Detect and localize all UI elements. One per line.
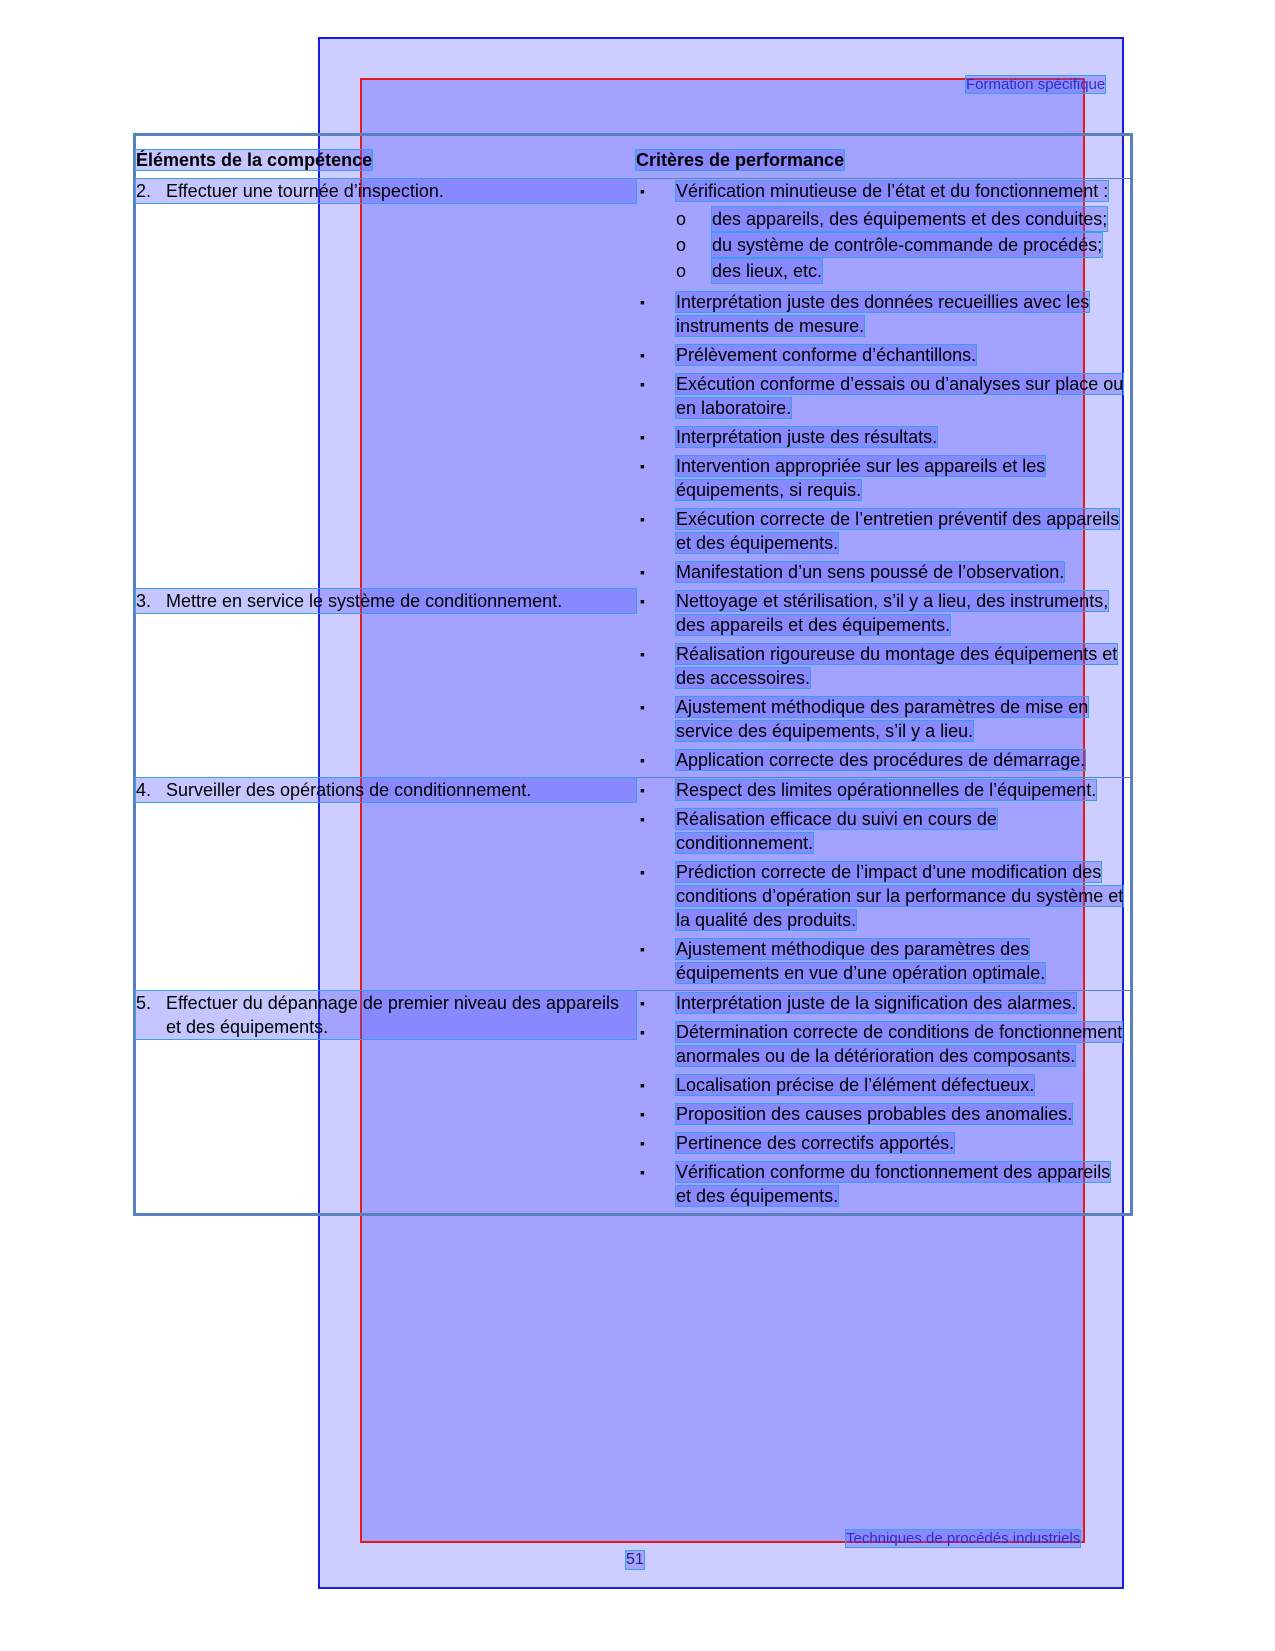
bullet-icon: ▪ [640, 699, 645, 715]
list-item: ▪ Intervention appropriée sur les appareils et les équipements, si requis. [636, 454, 1130, 502]
list-item: ▪ Prédiction correcte de l’impact d’une modification des conditions d’opération sur la performance du système et la qualité des produits. [636, 860, 1130, 932]
element-cell [135, 179, 637, 590]
element-text: Surveiller des opérations de conditionnement. [166, 780, 532, 800]
element-number: 2. [136, 181, 152, 201]
running-header: Formation spécifique [966, 76, 1106, 93]
bullet-icon: ▪ [640, 183, 645, 199]
sub-bullet-icon: o [676, 261, 687, 281]
table-row [135, 589, 1132, 778]
bullet-icon: ▪ [640, 458, 645, 474]
bullet-icon: ▪ [640, 864, 645, 880]
element-number: 3. [136, 591, 152, 611]
criteria-cell [636, 589, 1132, 778]
criteria-cell [636, 991, 1132, 1215]
table-row [135, 778, 1132, 991]
list-item: ▪ Application correcte des procédures de démarrage. [636, 748, 1130, 772]
list-item: ▪ Ajustement méthodique des paramètres des équipements en vue d’une opération optimale. [636, 937, 1130, 985]
sub-list-item: o du système de contrôle-commande de procédés; [676, 235, 1103, 255]
element-number: 5. [136, 993, 152, 1013]
criteria-cell [636, 179, 1132, 590]
bullet-icon: ▪ [640, 511, 645, 527]
list-item: ▪ Interprétation juste des données recueillies avec les instruments de mesure. [636, 290, 1130, 338]
column-header-elements: Éléments de la compétence [135, 135, 637, 179]
list-item: ▪ Vérification minutieuse de l’état et du fonctionnement : o des appareils, des équipements et des conduites; o du système de contrôle-commande de procédés; o des lieux, etc. [636, 179, 1130, 285]
bullet-icon: ▪ [640, 564, 645, 580]
element-cell [135, 991, 637, 1215]
list-item: ▪ Interprétation juste de la signification des alarmes. [636, 991, 1130, 1015]
list-item: ▪ Interprétation juste des résultats. [636, 425, 1130, 449]
sub-bullet-icon: o [676, 235, 687, 255]
element-number: 4. [136, 780, 152, 800]
sub-list-item: o des lieux, etc. [676, 261, 823, 281]
sub-list-item: o des appareils, des équipements et des conduites; [676, 209, 1108, 229]
bullet-icon: ▪ [640, 1135, 645, 1151]
list-item: ▪ Manifestation d’un sens poussé de l’observation. [636, 560, 1130, 584]
bullet-icon: ▪ [640, 1077, 645, 1093]
list-item: ▪ Réalisation efficace du suivi en cours de conditionnement. [636, 807, 1130, 855]
bullet-icon: ▪ [640, 294, 645, 310]
bullet-icon: ▪ [640, 347, 645, 363]
list-item: ▪ Vérification conforme du fonctionnement des appareils et des équipements. [636, 1160, 1130, 1208]
column-header-criteria: Critères de performance [636, 135, 1132, 179]
table-row [135, 991, 1132, 1215]
competency-table [133, 133, 1133, 1216]
table-row [135, 179, 1132, 590]
bullet-icon: ▪ [640, 593, 645, 609]
bullet-icon: ▪ [640, 1164, 645, 1180]
list-item: ▪ Prélèvement conforme d’échantillons. [636, 343, 1130, 367]
running-footer: Techniques de procédés industriels [846, 1530, 1081, 1547]
element-cell [135, 589, 637, 778]
bullet-icon: ▪ [640, 1024, 645, 1040]
criteria-cell [636, 778, 1132, 991]
list-item: ▪ Réalisation rigoureuse du montage des équipements et des accessoires. [636, 642, 1130, 690]
bullet-icon: ▪ [640, 1106, 645, 1122]
bullet-icon: ▪ [640, 376, 645, 392]
list-item: ▪ Ajustement méthodique des paramètres de mise en service des équipements, s’il y a lieu. [636, 695, 1130, 743]
list-item: ▪ Exécution correcte de l’entretien préventif des appareils et des équipements. [636, 507, 1130, 555]
element-cell [135, 778, 637, 991]
list-item: ▪ Détermination correcte de conditions de fonctionnement anormales ou de la détérioration des composants. [636, 1020, 1130, 1068]
bullet-icon: ▪ [640, 429, 645, 445]
bullet-icon: ▪ [640, 782, 645, 798]
list-item: ▪ Proposition des causes probables des anomalies. [636, 1102, 1130, 1126]
list-item: ▪ Respect des limites opérationnelles de l’équipement. [636, 778, 1130, 802]
element-text: Effectuer du dépannage de premier niveau des appareils et des équipements. [166, 993, 619, 1037]
bullet-icon: ▪ [640, 995, 645, 1011]
bullet-icon: ▪ [640, 941, 645, 957]
list-item: ▪ Pertinence des correctifs apportés. [636, 1131, 1130, 1155]
bullet-icon: ▪ [640, 811, 645, 827]
bullet-icon: ▪ [640, 752, 645, 768]
sub-bullet-icon: o [676, 209, 687, 229]
element-text: Effectuer une tournée d’inspection. [166, 181, 444, 201]
bullet-icon: ▪ [640, 646, 645, 662]
element-text: Mettre en service le système de conditionnement. [166, 591, 563, 611]
list-item: ▪ Localisation précise de l’élément défectueux. [636, 1073, 1130, 1097]
list-item: ▪ Exécution conforme d’essais ou d’analyses sur place ou en laboratoire. [636, 372, 1130, 420]
list-item: ▪ Nettoyage et stérilisation, s’il y a lieu, des instruments, des appareils et des équipements. [636, 589, 1130, 637]
page-number: 51 [626, 1551, 644, 1568]
